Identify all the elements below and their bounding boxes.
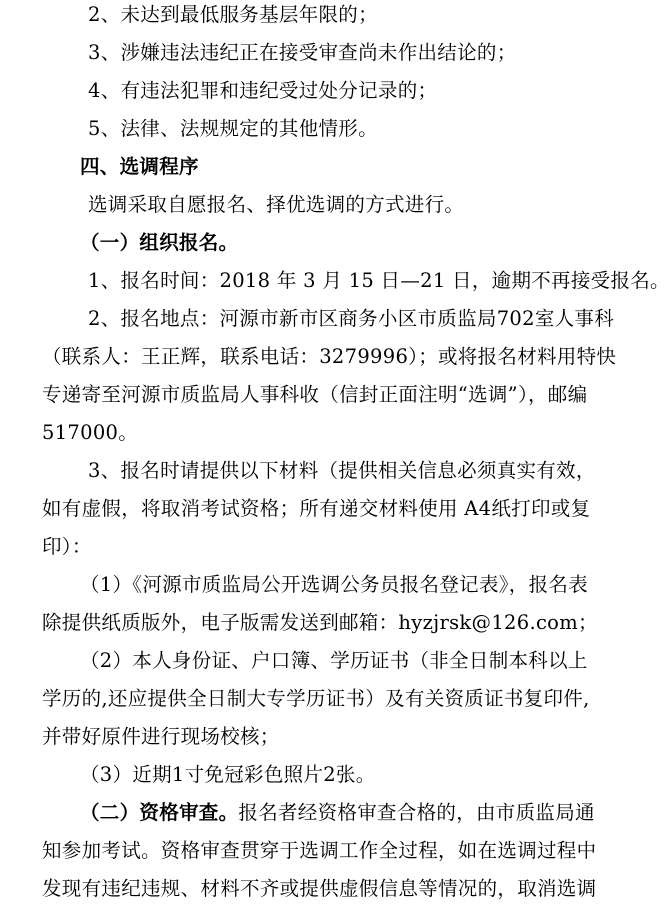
material-item-2-line: 并带好原件进行现场校核； (42, 725, 280, 748)
subsection-heading-registration: （一）组织报名。 (80, 231, 239, 254)
materials-line: 印）： (42, 535, 92, 558)
material-item-2-line: 学历的,还应提供全日制大专学历证书）及有关资质证书复印件, (42, 687, 590, 710)
material-item-2-line: （2）本人身份证、户口簿、学历证书（非全日制本科以上 (80, 649, 588, 672)
registration-time: 1、报名时间：2018 年 3 月 15 日—21 日，逾期不再接受报名。 (88, 269, 670, 292)
qualification-review-line-1 (80, 801, 595, 825)
material-item-1-line: （1）《河源市质监局公开选调公务员报名登记表》，报名表 (80, 573, 589, 596)
materials-line: 3、报名时请提供以下材料（提供相关信息必须真实有效， (88, 459, 596, 482)
registration-place-line: 517000。 (42, 421, 139, 444)
review-line: 发现有违纪违规、材料不齐或提供虚假信息等情况的，取消选调 (42, 877, 597, 900)
material-item-1-line: 除提供纸质版外，电子版需发送到邮箱：hyzjrsk@126.com； (42, 611, 598, 634)
review-line: 知参加考试。资格审查贯穿于选调工作全过程，如在选调过程中 (42, 839, 597, 862)
exclusion-item-4: 4、有违法犯罪和违纪受过处分记录的； (88, 79, 438, 102)
registration-place-line: 专递寄至河源市质监局人事科收（信封正面注明“选调”），邮编 (42, 383, 588, 406)
materials-line: 如有虚假，将取消考试资格；所有递交材料使用 A4纸打印或复 (42, 497, 591, 520)
material-item-3: （3）近期1寸免冠彩色照片2张。 (80, 763, 376, 786)
subsection-heading-qualification-review: （二）资格审查。 (80, 801, 239, 824)
review-text: 报名者经资格审查合格的，由市质监局通 (238, 801, 595, 824)
registration-place-line: 2、报名地点：河源市新市区商务小区市质监局702室人事科 (88, 307, 615, 330)
registration-place-line: （联系人：王正辉，联系电话：3279996）；或将报名材料用特快 (42, 345, 617, 368)
procedure-intro: 选调采取自愿报名、择优选调的方式进行。 (88, 193, 465, 216)
exclusion-item-2: 2、未达到最低服务基层年限的； (88, 3, 378, 26)
exclusion-item-3: 3、涉嫌违法违纪正在接受审查尚未作出结论的； (88, 41, 517, 64)
exclusion-item-5: 5、法律、法规规定的其他情形。 (88, 117, 378, 140)
section-heading-procedure: 四、选调程序 (80, 155, 199, 178)
